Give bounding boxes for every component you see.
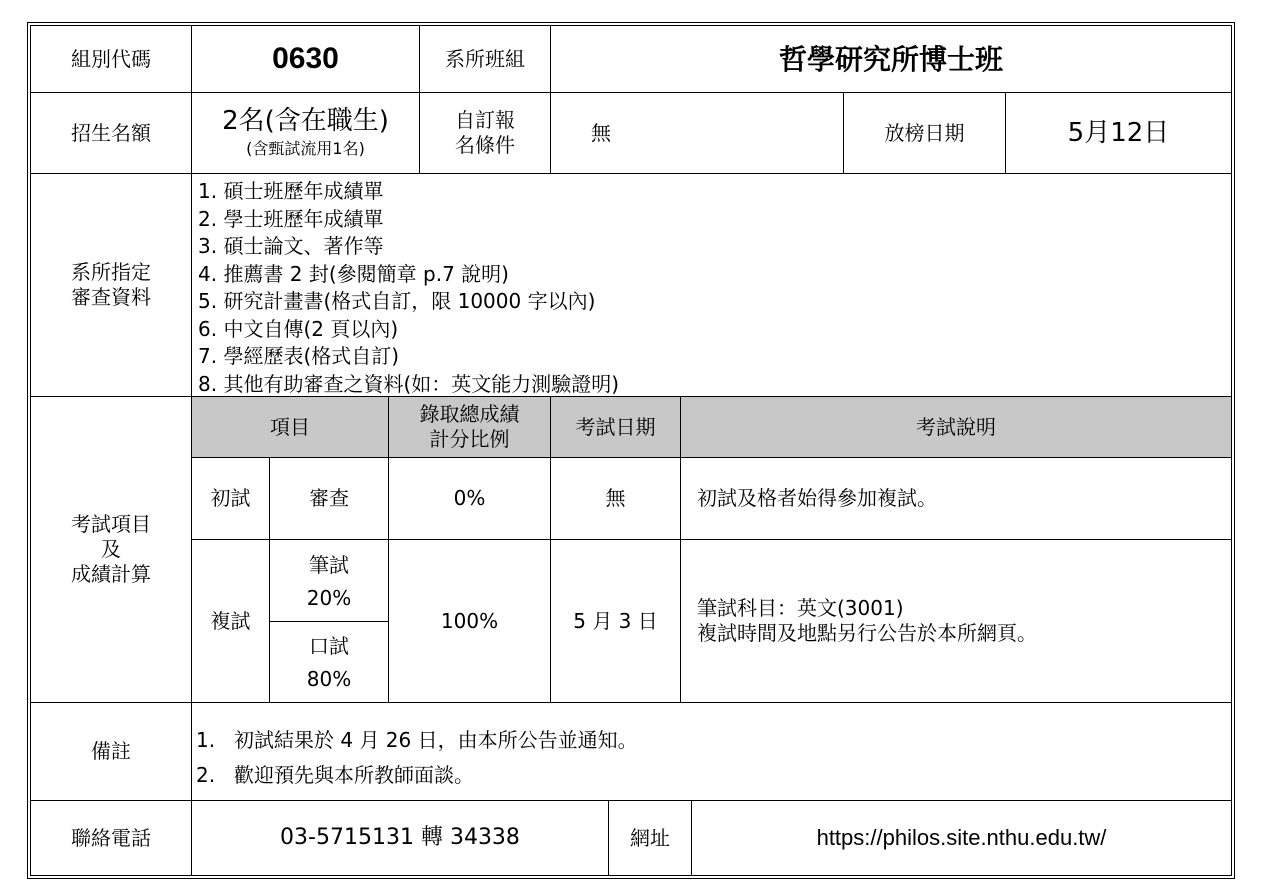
oral-label: 口試 xyxy=(309,634,349,658)
note-number: 2. xyxy=(196,763,216,787)
url-label: 網址 xyxy=(608,800,692,876)
first-stage: 初試 xyxy=(191,457,270,540)
review-label-line1: 系所指定 xyxy=(71,260,151,284)
note-text: 歡迎預先與本所教師面談。 xyxy=(234,763,474,787)
review-item: 3. 碩士論文、著作等 xyxy=(198,234,384,258)
quota-sub: (含甄試流用1名) xyxy=(246,139,365,158)
announce-label: 放榜日期 xyxy=(843,92,1006,174)
second-stage: 複試 xyxy=(191,539,270,703)
custom-req-value: 無 xyxy=(550,92,844,174)
quota-main: 2名(含在職生) xyxy=(222,106,389,136)
custom-req-label xyxy=(419,92,551,174)
first-type: 審查 xyxy=(269,457,389,540)
written-pct: 20% xyxy=(306,585,352,610)
review-label-line2: 審查資料 xyxy=(71,285,151,309)
second-desc xyxy=(680,539,1232,703)
second-date: 5 月 3 日 xyxy=(550,539,681,703)
note-number: 1. xyxy=(196,728,216,752)
first-date: 無 xyxy=(550,457,681,540)
group-code: 0630 xyxy=(191,25,420,93)
header-ratio-line1: 錄取總成績 xyxy=(419,402,520,426)
exam-label-line2: 及 xyxy=(101,537,121,561)
first-desc: 初試及格者始得參加複試。 xyxy=(680,457,1232,540)
review-item: 2. 學士班歷年成績單 xyxy=(198,206,384,231)
note-item xyxy=(196,723,1231,758)
quota-cell xyxy=(191,92,420,174)
dept-label: 系所班組 xyxy=(419,25,551,93)
review-item: 1. 碩士班歷年成績單 xyxy=(198,179,384,203)
dept-name: 哲學研究所博士班 xyxy=(550,25,1232,93)
header-date: 考試日期 xyxy=(550,396,681,458)
exam-label xyxy=(30,396,192,703)
oral-cell xyxy=(269,621,389,703)
phone-number: 03-5715131 轉 34338 xyxy=(191,800,609,876)
header-item: 項目 xyxy=(191,396,389,458)
announce-date: 5月12日 xyxy=(1005,92,1232,174)
review-item: 6. 中文自傳(2 頁以內) xyxy=(198,316,399,341)
note-item xyxy=(196,758,1231,793)
header-ratio xyxy=(388,396,551,458)
custom-req-label-line2: 名條件 xyxy=(455,133,515,157)
review-list xyxy=(191,173,1232,397)
review-label xyxy=(30,173,192,397)
review-item: 4. 推薦書 2 封(參閱簡章 p.7 說明) xyxy=(198,261,509,286)
written-cell xyxy=(269,539,389,622)
first-ratio: 0% xyxy=(388,457,551,540)
second-desc-line2: 複試時間及地點另行公告於本所網頁。 xyxy=(697,621,1037,645)
oral-pct: 80% xyxy=(306,667,352,691)
review-item: 7. 學經歷表(格式自訂) xyxy=(198,344,400,368)
website-link[interactable]: https://philos.site.nthu.edu.tw/ xyxy=(691,800,1232,876)
quota-label: 招生名額 xyxy=(30,92,192,174)
header-ratio-line2: 計分比例 xyxy=(429,427,510,451)
notes-list xyxy=(191,702,1232,801)
exam-label-line1: 考試項目 xyxy=(71,512,151,536)
exam-label-line3: 成績計算 xyxy=(71,562,151,586)
review-item: 8. 其他有助審查之資料(如：英文能力測驗證明) xyxy=(198,371,620,396)
review-item: 5. 研究計畫書(格式自訂，限 10000 字以內) xyxy=(198,289,596,313)
second-desc-line1: 筆試科目：英文(3001) xyxy=(697,596,904,620)
custom-req-label-line1: 自訂報 xyxy=(455,108,515,132)
phone-label: 聯絡電話 xyxy=(30,800,192,876)
written-label: 筆試 xyxy=(309,552,349,577)
header-desc: 考試說明 xyxy=(680,396,1232,458)
note-text: 初試結果於 4 月 26 日，由本所公告並通知。 xyxy=(234,728,638,752)
group-code-label: 組別代碼 xyxy=(30,25,192,93)
second-ratio: 100% xyxy=(388,539,551,703)
notes-label: 備註 xyxy=(30,702,192,801)
